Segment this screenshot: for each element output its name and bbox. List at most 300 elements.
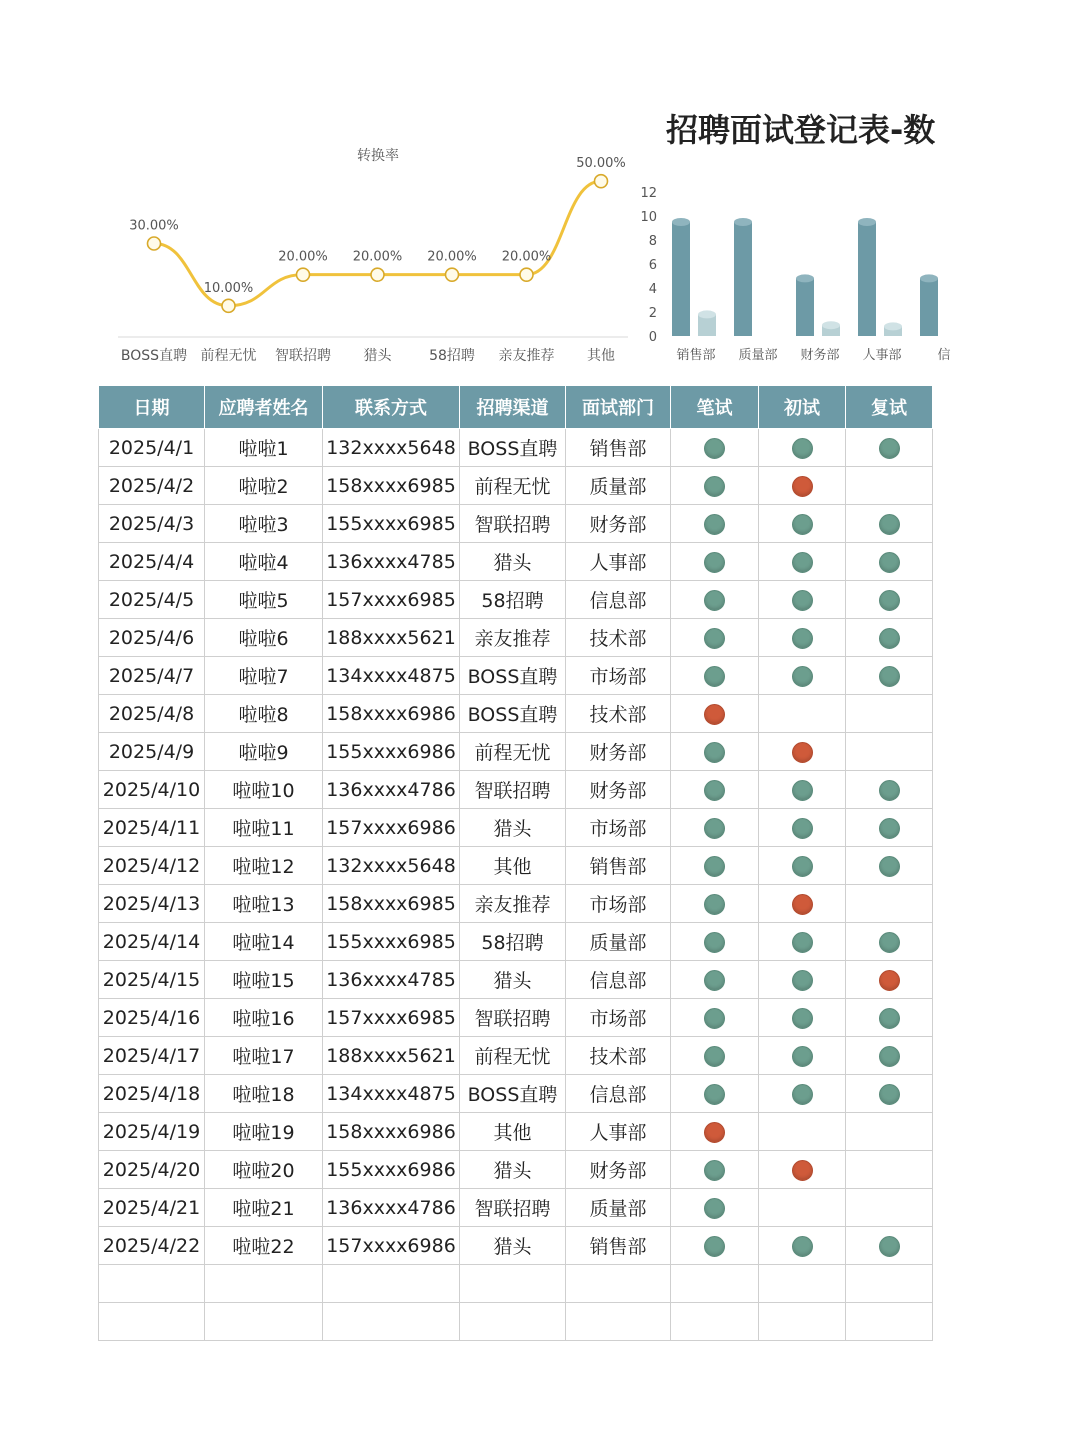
pass-status-icon <box>879 552 900 573</box>
table-cell[interactable]: 188xxxx5621 <box>323 1037 460 1075</box>
bar-main-4 <box>920 278 938 336</box>
table-cell[interactable] <box>671 999 759 1037</box>
fail-status-icon <box>792 894 813 915</box>
bar-ytick-2: 4 <box>648 282 657 297</box>
pass-status-icon <box>879 818 900 839</box>
bar-category-label-3: 人事部 <box>862 348 902 363</box>
table-cell[interactable]: 2025/4/3 <box>99 505 205 543</box>
table-cell[interactable]: 信息部 <box>566 961 671 999</box>
pass-status-icon <box>704 514 725 535</box>
bar-cap-main-0 <box>672 218 690 226</box>
pass-status-icon <box>792 856 813 877</box>
fail-status-icon <box>792 1160 813 1181</box>
line-category-label-3: 猎头 <box>363 348 392 364</box>
table-cell[interactable] <box>759 429 846 467</box>
table-cell[interactable]: BOSS直聘 <box>460 657 566 695</box>
table-cell[interactable] <box>759 1075 846 1113</box>
table-cell[interactable]: 2025/4/18 <box>99 1075 205 1113</box>
fail-status-icon <box>704 1122 725 1143</box>
table-cell[interactable]: 157xxxx6985 <box>323 999 460 1037</box>
table-cell[interactable]: 技术部 <box>566 619 671 657</box>
table-cell[interactable]: 亲友推荐 <box>460 885 566 923</box>
table-cell[interactable] <box>99 1265 205 1303</box>
table-cell[interactable] <box>759 1303 846 1341</box>
line-data-label-3: 20.00% <box>352 249 403 265</box>
table-cell[interactable]: 啦啦15 <box>205 961 323 999</box>
pass-status-icon <box>704 894 725 915</box>
table-cell[interactable] <box>671 847 759 885</box>
table-cell[interactable] <box>671 429 759 467</box>
table-cell[interactable]: 啦啦5 <box>205 581 323 619</box>
table-cell[interactable]: 157xxxx6986 <box>323 1227 460 1265</box>
pass-status-icon <box>704 1046 725 1067</box>
table-cell[interactable]: 58招聘 <box>460 581 566 619</box>
pass-status-icon <box>704 438 725 459</box>
table-cell[interactable] <box>671 923 759 961</box>
table-cell[interactable] <box>671 1075 759 1113</box>
table-row <box>99 1151 933 1189</box>
table-row <box>99 733 933 771</box>
table-cell[interactable] <box>460 1303 566 1341</box>
pass-status-icon <box>792 780 813 801</box>
pass-status-icon <box>704 666 725 687</box>
table-cell[interactable] <box>671 1303 759 1341</box>
table-cell[interactable]: 质量部 <box>566 923 671 961</box>
column-header-4: 面试部门 <box>566 386 671 429</box>
table-cell[interactable] <box>759 619 846 657</box>
table-cell[interactable] <box>205 1265 323 1303</box>
bar-cap-sub-3 <box>884 322 902 330</box>
table-cell[interactable]: 猎头 <box>460 961 566 999</box>
table-cell[interactable]: 158xxxx6986 <box>323 1113 460 1151</box>
bar-cap-main-2 <box>796 274 814 282</box>
table-cell[interactable] <box>671 733 759 771</box>
table-cell[interactable] <box>759 733 846 771</box>
table-cell[interactable]: 134xxxx4875 <box>323 1075 460 1113</box>
pass-status-icon <box>879 1046 900 1067</box>
table-cell[interactable]: 智联招聘 <box>460 1189 566 1227</box>
bar-cap-main-1 <box>734 218 752 226</box>
table-cell[interactable]: 2025/4/21 <box>99 1189 205 1227</box>
pass-status-icon <box>704 476 725 497</box>
pass-status-icon <box>792 514 813 535</box>
table-cell[interactable]: 2025/4/15 <box>99 961 205 999</box>
table-cell[interactable] <box>671 695 759 733</box>
table-row <box>99 809 933 847</box>
bar-ytick-5: 10 <box>640 210 657 225</box>
table-cell[interactable]: 2025/4/4 <box>99 543 205 581</box>
bar-ytick-0: 0 <box>648 330 657 345</box>
table-cell[interactable]: 啦啦18 <box>205 1075 323 1113</box>
table-cell[interactable] <box>759 1037 846 1075</box>
table-cell[interactable]: 猎头 <box>460 809 566 847</box>
bar-category-label-0: 销售部 <box>676 348 716 363</box>
table-cell[interactable]: 啦啦9 <box>205 733 323 771</box>
table-cell[interactable]: 销售部 <box>566 847 671 885</box>
table-cell[interactable] <box>759 1265 846 1303</box>
table-cell[interactable]: 2025/4/1 <box>99 429 205 467</box>
fail-status-icon <box>792 742 813 763</box>
bar-main-2 <box>796 278 814 336</box>
pass-status-icon <box>792 1236 813 1257</box>
line-chart-title: 转换率 <box>357 148 399 164</box>
pass-status-icon <box>792 438 813 459</box>
table-cell[interactable]: 前程无忧 <box>460 1037 566 1075</box>
pass-status-icon <box>879 666 900 687</box>
table-cell[interactable] <box>323 1265 460 1303</box>
table-cell[interactable]: 157xxxx6986 <box>323 809 460 847</box>
table-cell[interactable]: 啦啦11 <box>205 809 323 847</box>
table-cell[interactable]: 财务部 <box>566 733 671 771</box>
table-cell[interactable]: 啦啦3 <box>205 505 323 543</box>
table-cell[interactable]: 155xxxx6985 <box>323 505 460 543</box>
interview-register-table <box>98 385 933 1341</box>
table-cell[interactable]: 136xxxx4785 <box>323 543 460 581</box>
table-cell[interactable]: 158xxxx6985 <box>323 467 460 505</box>
table-cell[interactable]: BOSS直聘 <box>460 1075 566 1113</box>
table-cell[interactable]: 158xxxx6985 <box>323 885 460 923</box>
table-cell[interactable]: 155xxxx6986 <box>323 733 460 771</box>
table-cell[interactable]: 158xxxx6986 <box>323 695 460 733</box>
table-cell[interactable]: 2025/4/12 <box>99 847 205 885</box>
table-cell[interactable] <box>671 809 759 847</box>
table-cell[interactable]: 质量部 <box>566 1189 671 1227</box>
table-cell[interactable]: 前程无忧 <box>460 467 566 505</box>
table-cell[interactable] <box>759 1113 846 1151</box>
table-cell[interactable] <box>759 999 846 1037</box>
table-cell[interactable]: BOSS直聘 <box>460 695 566 733</box>
pass-status-icon <box>879 1008 900 1029</box>
table-cell[interactable]: 啦啦13 <box>205 885 323 923</box>
table-cell[interactable]: 市场部 <box>566 885 671 923</box>
table-cell[interactable] <box>759 885 846 923</box>
table-cell[interactable] <box>846 961 933 999</box>
table-cell[interactable] <box>671 885 759 923</box>
table-cell[interactable]: 前程无忧 <box>460 733 566 771</box>
table-cell[interactable]: 猎头 <box>460 1227 566 1265</box>
table-cell[interactable]: 市场部 <box>566 999 671 1037</box>
bar-main-0 <box>672 222 690 336</box>
table-cell[interactable]: 技术部 <box>566 695 671 733</box>
bar-ytick-3: 6 <box>648 258 657 273</box>
table-cell[interactable] <box>846 1113 933 1151</box>
line-category-label-4: 58招聘 <box>429 348 475 364</box>
table-cell[interactable]: 亲友推荐 <box>460 619 566 657</box>
table-cell[interactable] <box>846 467 933 505</box>
table-cell[interactable]: 2025/4/10 <box>99 771 205 809</box>
pass-status-icon <box>704 1084 725 1105</box>
table-cell[interactable]: 134xxxx4875 <box>323 657 460 695</box>
table-cell[interactable] <box>846 657 933 695</box>
table-cell[interactable]: 132xxxx5648 <box>323 847 460 885</box>
table-cell[interactable]: 智联招聘 <box>460 999 566 1037</box>
table-cell[interactable]: 技术部 <box>566 1037 671 1075</box>
table-cell[interactable]: 啦啦14 <box>205 923 323 961</box>
table-cell[interactable]: 啦啦10 <box>205 771 323 809</box>
table-cell[interactable] <box>759 1189 846 1227</box>
table-cell[interactable] <box>846 429 933 467</box>
table-cell[interactable]: 啦啦2 <box>205 467 323 505</box>
table-cell[interactable] <box>846 543 933 581</box>
table-cell[interactable]: 啦啦21 <box>205 1189 323 1227</box>
table-row <box>99 1227 933 1265</box>
table-cell[interactable]: 人事部 <box>566 1113 671 1151</box>
table-row <box>99 657 933 695</box>
table-cell[interactable] <box>759 1227 846 1265</box>
table-cell[interactable] <box>671 771 759 809</box>
table-cell[interactable]: 2025/4/11 <box>99 809 205 847</box>
table-cell[interactable]: 啦啦12 <box>205 847 323 885</box>
table-row <box>99 619 933 657</box>
bar-ytick-6: 12 <box>640 186 657 201</box>
table-cell[interactable] <box>671 1227 759 1265</box>
column-header-0: 日期 <box>99 386 205 429</box>
line-point-6 <box>595 175 608 188</box>
bar-cap-sub-2 <box>822 321 840 329</box>
table-cell[interactable]: 2025/4/16 <box>99 999 205 1037</box>
table-cell[interactable] <box>846 1227 933 1265</box>
pass-status-icon <box>704 818 725 839</box>
pass-status-icon <box>704 856 725 877</box>
fail-status-icon <box>879 970 900 991</box>
pass-status-icon <box>792 1008 813 1029</box>
column-header-3: 招聘渠道 <box>460 386 566 429</box>
table-cell[interactable] <box>846 809 933 847</box>
table-cell[interactable] <box>846 733 933 771</box>
table-cell[interactable]: 155xxxx6985 <box>323 923 460 961</box>
table-cell[interactable] <box>846 695 933 733</box>
table-cell[interactable] <box>759 657 846 695</box>
table-cell[interactable] <box>846 1189 933 1227</box>
table-cell[interactable]: 猎头 <box>460 543 566 581</box>
table-cell[interactable] <box>846 1265 933 1303</box>
table-cell[interactable] <box>460 1265 566 1303</box>
table-cell[interactable]: 销售部 <box>566 429 671 467</box>
bar-cap-sub-0 <box>698 310 716 318</box>
table-cell[interactable] <box>846 619 933 657</box>
table-cell[interactable]: 2025/4/7 <box>99 657 205 695</box>
table-cell[interactable]: 财务部 <box>566 505 671 543</box>
bar-cap-main-4 <box>920 274 938 282</box>
table-cell[interactable] <box>671 505 759 543</box>
table-cell[interactable] <box>846 999 933 1037</box>
pass-status-icon <box>704 970 725 991</box>
pass-status-icon <box>792 666 813 687</box>
pass-status-icon <box>792 628 813 649</box>
line-category-label-6: 其他 <box>587 348 615 364</box>
table-cell[interactable]: 质量部 <box>566 467 671 505</box>
table-cell[interactable]: 信息部 <box>566 581 671 619</box>
bar-category-label-2: 财务部 <box>800 348 840 363</box>
column-header-6: 初试 <box>759 386 846 429</box>
table-cell[interactable] <box>671 961 759 999</box>
table-cell[interactable]: 啦啦19 <box>205 1113 323 1151</box>
table-cell[interactable] <box>846 885 933 923</box>
table-cell[interactable]: 其他 <box>460 847 566 885</box>
bar-cap-main-3 <box>858 218 876 226</box>
table-cell[interactable] <box>99 1303 205 1341</box>
table-cell[interactable] <box>846 1075 933 1113</box>
sheet-title: 招聘面试登记表-数 <box>666 111 936 149</box>
pass-status-icon <box>879 590 900 611</box>
table-cell[interactable] <box>759 505 846 543</box>
department-bar-chart <box>632 180 951 370</box>
table-cell[interactable] <box>671 467 759 505</box>
table-cell[interactable]: 市场部 <box>566 809 671 847</box>
table-cell[interactable]: 啦啦7 <box>205 657 323 695</box>
line-point-5 <box>520 268 533 281</box>
bar-ytick-1: 2 <box>648 306 657 321</box>
table-cell[interactable]: 136xxxx4786 <box>323 1189 460 1227</box>
pass-status-icon <box>879 932 900 953</box>
pass-status-icon <box>879 1236 900 1257</box>
table-cell[interactable]: 2025/4/5 <box>99 581 205 619</box>
table-header-row <box>99 386 933 429</box>
table-cell[interactable] <box>671 1151 759 1189</box>
table-cell[interactable] <box>566 1303 671 1341</box>
table-cell[interactable] <box>323 1303 460 1341</box>
pass-status-icon <box>879 514 900 535</box>
table-row <box>99 771 933 809</box>
table-cell[interactable] <box>759 961 846 999</box>
table-cell[interactable] <box>759 771 846 809</box>
line-data-label-6: 50.00% <box>576 156 626 172</box>
table-cell[interactable]: 市场部 <box>566 657 671 695</box>
pass-status-icon <box>792 970 813 991</box>
pass-status-icon <box>792 818 813 839</box>
table-cell[interactable]: 2025/4/9 <box>99 733 205 771</box>
table-cell[interactable]: 智联招聘 <box>460 505 566 543</box>
table-cell[interactable]: 2025/4/14 <box>99 923 205 961</box>
fail-status-icon <box>792 476 813 497</box>
line-data-label-0: 30.00% <box>129 218 179 234</box>
pass-status-icon <box>879 856 900 877</box>
table-cell[interactable] <box>759 695 846 733</box>
table-cell[interactable]: 人事部 <box>566 543 671 581</box>
table-row <box>99 695 933 733</box>
table-cell[interactable] <box>846 505 933 543</box>
table-cell[interactable] <box>759 467 846 505</box>
table-cell[interactable]: 188xxxx5621 <box>323 619 460 657</box>
table-row <box>99 1075 933 1113</box>
line-data-label-5: 20.00% <box>501 249 552 265</box>
pass-status-icon <box>704 1160 725 1181</box>
table-cell[interactable] <box>846 771 933 809</box>
pass-status-icon <box>792 552 813 573</box>
table-cell[interactable]: 财务部 <box>566 771 671 809</box>
table-cell[interactable]: BOSS直聘 <box>460 429 566 467</box>
table-cell[interactable]: 58招聘 <box>460 923 566 961</box>
line-point-3 <box>371 268 384 281</box>
table-cell[interactable]: 2025/4/6 <box>99 619 205 657</box>
table-cell[interactable] <box>759 1151 846 1189</box>
table-row <box>99 847 933 885</box>
table-cell[interactable]: 2025/4/2 <box>99 467 205 505</box>
line-data-label-2: 20.00% <box>278 249 328 265</box>
table-cell[interactable]: 155xxxx6986 <box>323 1151 460 1189</box>
table-cell[interactable] <box>671 619 759 657</box>
table-cell[interactable]: 2025/4/20 <box>99 1151 205 1189</box>
table-cell[interactable] <box>846 581 933 619</box>
pass-status-icon <box>792 932 813 953</box>
table-cell[interactable]: 2025/4/8 <box>99 695 205 733</box>
table-cell[interactable]: 2025/4/17 <box>99 1037 205 1075</box>
table-cell[interactable]: 财务部 <box>566 1151 671 1189</box>
line-category-label-1: 前程无忧 <box>200 348 257 364</box>
table-cell[interactable]: 2025/4/19 <box>99 1113 205 1151</box>
table-cell[interactable]: 啦啦1 <box>205 429 323 467</box>
bar-category-label-4: 信 <box>937 348 951 363</box>
table-cell[interactable] <box>671 543 759 581</box>
table-cell[interactable] <box>205 1303 323 1341</box>
table-cell[interactable]: 啦啦16 <box>205 999 323 1037</box>
table-cell[interactable]: 其他 <box>460 1113 566 1151</box>
table-cell[interactable] <box>671 1037 759 1075</box>
table-cell[interactable] <box>846 1037 933 1075</box>
table-cell[interactable]: 啦啦8 <box>205 695 323 733</box>
table-row <box>99 543 933 581</box>
pass-status-icon <box>704 628 725 649</box>
pass-status-icon <box>879 780 900 801</box>
line-point-0 <box>148 237 161 250</box>
pass-status-icon <box>879 628 900 649</box>
table-cell[interactable]: 2025/4/22 <box>99 1227 205 1265</box>
table-cell[interactable]: 啦啦6 <box>205 619 323 657</box>
pass-status-icon <box>704 932 725 953</box>
table-cell[interactable] <box>846 847 933 885</box>
table-cell[interactable]: 啦啦22 <box>205 1227 323 1265</box>
table-cell[interactable]: 136xxxx4785 <box>323 961 460 999</box>
table-cell[interactable] <box>671 1265 759 1303</box>
pass-status-icon <box>704 780 725 801</box>
table-cell[interactable]: 132xxxx5648 <box>323 429 460 467</box>
table-cell[interactable]: 啦啦17 <box>205 1037 323 1075</box>
table-row <box>99 467 933 505</box>
table-cell[interactable] <box>759 581 846 619</box>
table-cell[interactable] <box>671 1189 759 1227</box>
table-cell[interactable] <box>566 1265 671 1303</box>
table-cell[interactable]: 智联招聘 <box>460 771 566 809</box>
table-cell[interactable] <box>671 1113 759 1151</box>
pass-status-icon <box>704 552 725 573</box>
table-cell[interactable]: 157xxxx6985 <box>323 581 460 619</box>
table-cell[interactable]: 销售部 <box>566 1227 671 1265</box>
table-cell[interactable] <box>846 923 933 961</box>
table-row <box>99 505 933 543</box>
table-cell[interactable] <box>671 581 759 619</box>
pass-status-icon <box>792 1046 813 1067</box>
table-cell[interactable]: 猎头 <box>460 1151 566 1189</box>
pass-status-icon <box>704 590 725 611</box>
table-cell[interactable] <box>759 809 846 847</box>
table-cell[interactable] <box>846 1151 933 1189</box>
table-cell[interactable] <box>671 657 759 695</box>
table-cell[interactable]: 啦啦20 <box>205 1151 323 1189</box>
table-cell[interactable] <box>846 1303 933 1341</box>
table-row <box>99 999 933 1037</box>
table-cell[interactable] <box>759 543 846 581</box>
bar-main-3 <box>858 222 876 336</box>
line-data-label-4: 20.00% <box>427 249 477 265</box>
table-cell[interactable] <box>759 923 846 961</box>
pass-status-icon <box>879 438 900 459</box>
table-cell[interactable]: 信息部 <box>566 1075 671 1113</box>
table-row <box>99 961 933 999</box>
table-cell[interactable]: 2025/4/13 <box>99 885 205 923</box>
table-cell[interactable]: 啦啦4 <box>205 543 323 581</box>
table-cell[interactable] <box>759 847 846 885</box>
table-cell[interactable]: 136xxxx4786 <box>323 771 460 809</box>
